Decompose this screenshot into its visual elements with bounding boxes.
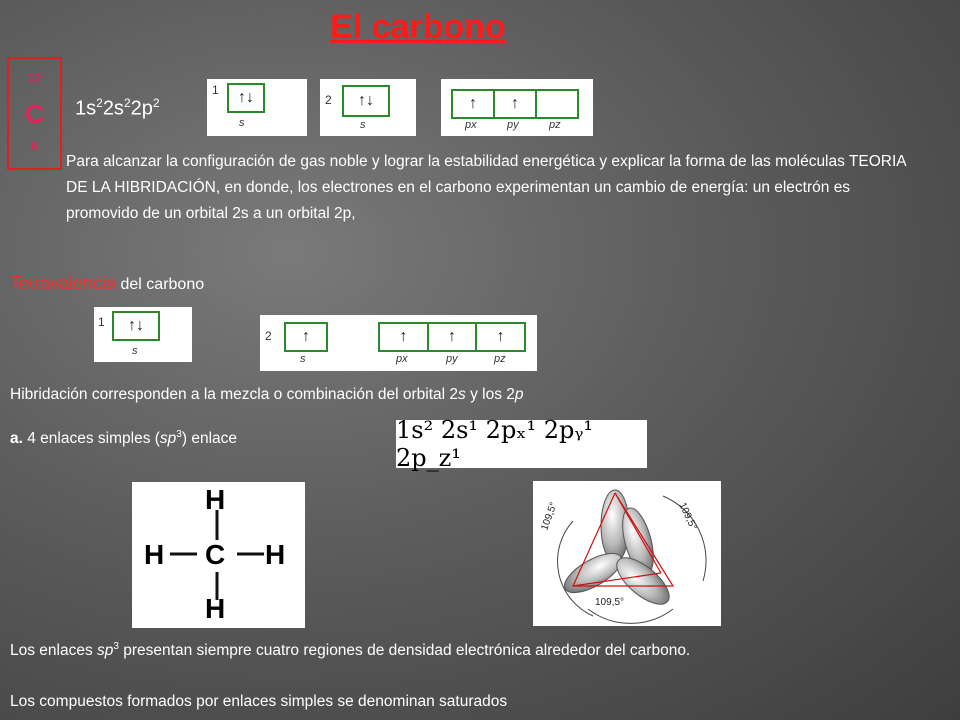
- atomic-number: 6: [31, 139, 38, 153]
- orbital-box: ↑: [495, 91, 537, 117]
- mass-number: 12: [27, 71, 42, 85]
- orbital-diagram-1s: 1 ↑↓ s: [207, 79, 307, 136]
- hybridization-definition: Hibridación corresponden a la mezcla o combinación del orbital 2s y los 2p: [10, 386, 524, 403]
- methane-structure: [132, 482, 305, 628]
- hydrogen-right: H: [265, 539, 286, 570]
- orbital-diagram-2p: ↑ ↑ px py pz: [441, 79, 593, 136]
- tetravalencia-heading: Tetravalencia del carbono: [10, 273, 205, 293]
- orbital-diagram-2-hybrid: 2 ↑ ↑ ↑ ↑ s px py pz: [260, 315, 537, 371]
- hybrid-configuration-formula: 1s² 2s¹ 2pₓ¹ 2pᵧ¹ 2p_z¹: [396, 420, 647, 468]
- hydrogen-left: H: [144, 539, 165, 570]
- hydrogen-top: H: [205, 484, 226, 515]
- orbital-diagram-1s-hybrid: 1 ↑↓ s: [94, 307, 192, 362]
- sp3-bond-line: a. 4 enlaces simples $(sp^3)$ enlace: [10, 429, 238, 448]
- orbital-box: [537, 91, 577, 117]
- bond-angle-label: 109,5°: [676, 501, 699, 532]
- saturated-compounds-text: Los compuestos formados por enlaces simples se denominan saturados: [10, 693, 508, 710]
- orbital-box: ↑: [429, 324, 478, 350]
- element-symbol: C: [25, 99, 44, 129]
- orbital-box: ↑↓: [358, 92, 374, 109]
- electron-configuration: $1s^22s^22p^2$: [75, 96, 160, 120]
- slide-title: El carbono: [330, 8, 506, 46]
- orbital-diagram-2s: 2 ↑↓ s: [320, 79, 416, 136]
- sp3-regions-text: Los enlaces $sp^3$ presentan siempre cuatro regiones de densidad electrónica alrededor del carbono.: [10, 641, 691, 660]
- carbon-element-box: [7, 57, 62, 170]
- orbital-box: ↑: [496, 328, 505, 345]
- orbital-box: ↑↓: [238, 89, 254, 106]
- bond-angle-label: 109,5°: [595, 597, 625, 608]
- hybridization-paragraph: Para alcanzar la configuración de gas noble y lograr la estabilidad energética y explicar la forma de las moléculas TEORIA DE LA HIBRIDACIÓN, en donde, los electrones en el carbono experimentan un cambio de energía: un electrón es promovido de un orbital 2s a un orbital 2p,: [66, 153, 906, 222]
- orbital-box: ↑: [302, 328, 310, 345]
- bond-angle-label: 109,5°: [539, 500, 560, 533]
- tetrahedral-orbitals-diagram: [533, 481, 721, 626]
- sp3-lobes-drawing: [533, 481, 721, 626]
- orbital-box: ↑: [453, 91, 495, 117]
- orbital-box: ↑↓: [128, 317, 144, 334]
- hydrogen-bottom: H: [205, 593, 226, 624]
- carbon-atom: C: [205, 539, 226, 570]
- orbital-box: ↑: [380, 324, 429, 350]
